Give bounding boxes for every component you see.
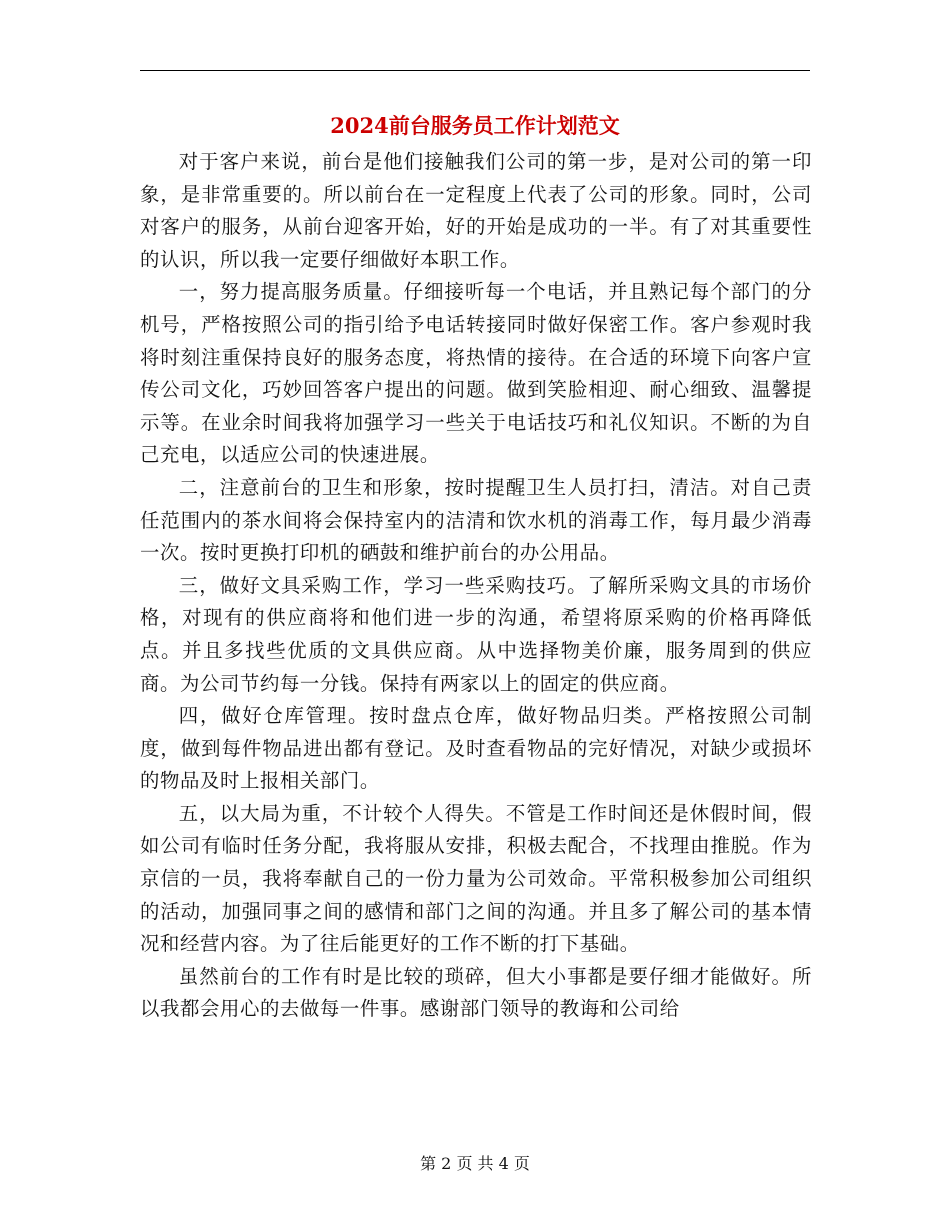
- paragraph-point-2: 二，注意前台的卫生和形象，按时提醒卫生人员打扫，清洁。对自己责任范围内的茶水间将会保持室内的洁清和饮水机的消毒工作，每月最少消毒一次。按时更换打印机的硒鼓和维护前台的办公用品。: [140, 475, 812, 565]
- paragraph-intro: 对于客户来说，前台是他们接触我们公司的第一步，是对公司的第一印象，是非常重要的。所以前台在一定程度上代表了公司的形象。同时，公司对客户的服务，从前台迎客开始，好的开始是成功的一半。有了对其重要性的认识，所以我一定要仔细做好本职工作。: [140, 150, 812, 271]
- paragraph-point-1: 一，努力提高服务质量。仔细接听每一个电话，并且熟记每个部门的分机号，严格按照公司的指引给予电话转接同时做好保密工作。客户参观时我将时刻注重保持良好的服务态度，将热情的接待。在合适的环境下向客户宣传公司文化，巧妙回答客户提出的问题。做到笑脸相迎、耐心细致、温馨提示等。在业余时间我将加强学习一些关于电话技巧和礼仪知识。不断的为自己充电，以适应公司的快速进展。: [140, 280, 812, 467]
- page-footer: [0, 1152, 950, 1176]
- paragraph-point-5: 五，以大局为重，不计较个人得失。不管是工作时间还是休假时间，假如公司有临时任务分配，我将服从安排，积极去配合，不找理由推脱。作为京信的一员，我将奉献自己的一份力量为公司效命。平常积极参加公司组织的活动，加强同事之间的感情和部门之间的沟通。并且多了解公司的基本情况和经营内容。为了往后能更好的工作不断的打下基础。: [140, 801, 812, 956]
- page-number: 第 2 页 共 4 页: [420, 1154, 530, 1173]
- document-body: [140, 146, 812, 1026]
- paragraph-point-4: 四，做好仓库管理。按时盘点仓库，做好物品归类。严格按照公司制度，做到每件物品进出都有登记。及时查看物品的完好情况，对缺少或损坏的物品及时上报相关部门。: [140, 704, 812, 793]
- header-rule: [140, 70, 810, 71]
- document-title: 2024前台服务员工作计划范文: [330, 113, 620, 138]
- paragraph-closing: 虽然前台的工作有时是比较的琐碎，但大小事都是要仔细才能做好。所以我都会用心的去做每一件事。感谢部门领导的教诲和公司给: [140, 964, 812, 1021]
- paragraph-point-3: 三，做好文具采购工作，学习一些采购技巧。了解所采购文具的市场价格，对现有的供应商将和他们进一步的沟通，希望将原采购的价格再降低点。并且多找些优质的文具供应商。从中选择物美价廉，服务周到的供应商。为公司节约每一分钱。保持有两家以上的固定的供应商。: [140, 573, 812, 695]
